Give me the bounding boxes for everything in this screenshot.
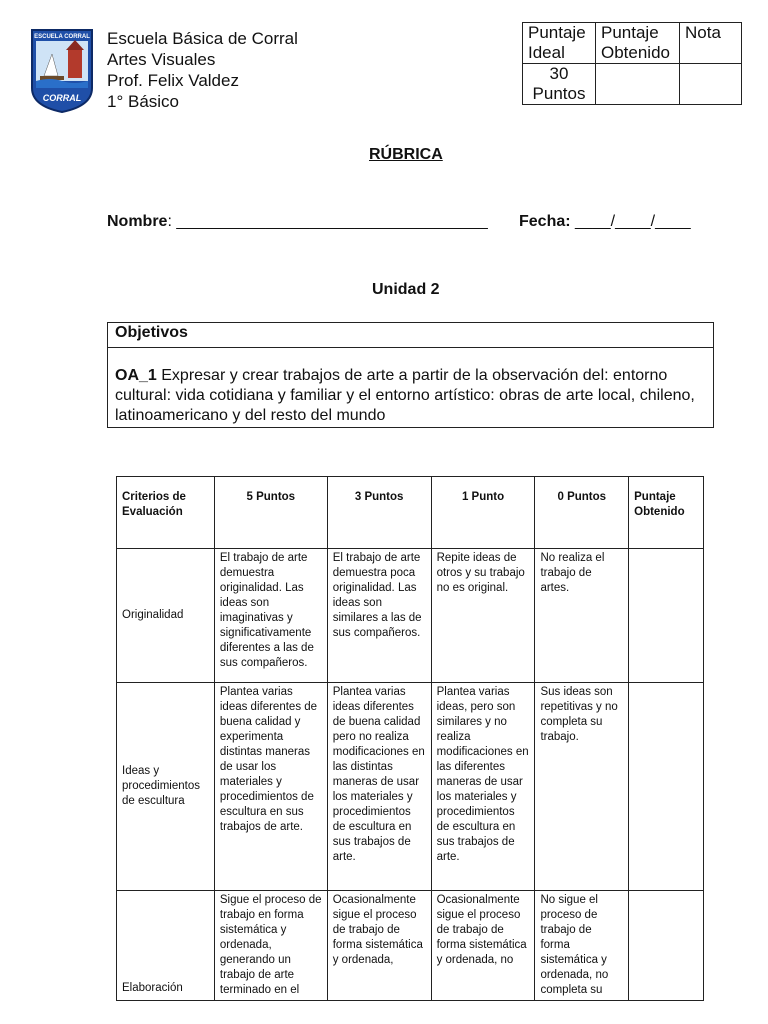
cell-score[interactable]	[629, 683, 704, 891]
criterion-originality: Originalidad	[117, 549, 215, 683]
cell-5-points: Sigue el proceso de trabajo en forma sistemática y ordenada, generando un trabajo de arte terminado en el	[214, 891, 327, 1001]
rubric-header-row	[117, 477, 704, 549]
cell-5-points: Plantea varias ideas diferentes de buena calidad y experimenta distintas maneras de usar los materiales y procedimientos de escultura en sus trabajos de arte.	[214, 683, 327, 891]
grade-level: 1° Básico	[107, 92, 180, 111]
criterion-ideas: Ideas y procedimientos de escultura	[117, 683, 215, 891]
logo-top-text: ESCUELA CORRAL	[34, 34, 90, 40]
header-score: Puntaje Obtenido	[629, 477, 704, 549]
header-5-points: 5 Puntos	[214, 477, 327, 549]
school-logo	[30, 28, 94, 114]
objectives-heading: Objetivos	[108, 323, 713, 348]
date-line[interactable]: ____/____/____	[570, 213, 691, 230]
cell-1-point: Ocasionalmente sigue el proceso de trabajo de forma sistemática y ordenada, no	[431, 891, 535, 1001]
header-1-point: 1 Punto	[431, 477, 535, 549]
school-name: Escuela Básica de Corral	[107, 29, 298, 48]
cell-1-point: Repite ideas de otros y su trabajo no es original.	[431, 549, 535, 683]
ideal-score-value: 30 Puntos	[523, 64, 596, 105]
name-label: Nombre	[107, 213, 168, 230]
date-label: Fecha:	[519, 213, 571, 230]
table-row	[117, 683, 704, 891]
subject-name: Artes Visuales	[107, 50, 216, 69]
cell-5-points: El trabajo de arte demuestra originalidad. Las ideas son imaginativas y significativamente diferentes a las de sus compañeros.	[214, 549, 327, 683]
header-3-points: 3 Puntos	[327, 477, 431, 549]
rubric-table	[116, 476, 704, 1001]
name-field[interactable]	[107, 213, 488, 231]
grade-value[interactable]	[680, 64, 742, 105]
objective-code: OA_1	[115, 367, 157, 384]
teacher-name: Prof. Felix Valdez	[107, 71, 239, 90]
cell-3-points: Ocasionalmente sigue el proceso de trabajo de forma sistemática y ordenada,	[327, 891, 431, 1001]
school-info	[107, 28, 298, 112]
date-field[interactable]	[519, 213, 691, 231]
cell-0-points: No sigue el proceso de trabajo de forma sistemática y ordenada, no completa su	[535, 891, 629, 1001]
cell-0-points: No realiza el trabajo de artes.	[535, 549, 629, 683]
unit-title: Unidad 2	[372, 281, 440, 298]
logo-bottom-text: CORRAL	[42, 93, 82, 103]
cell-score[interactable]	[629, 891, 704, 1001]
cell-1-point: Plantea varias ideas, pero son similares y no realiza modificaciones en las diferentes maneras de usar los materiales y procedimientos de escultura en sus trabajos de arte.	[431, 683, 535, 891]
table-row	[117, 891, 704, 1001]
cell-score[interactable]	[629, 549, 704, 683]
obtained-score-value[interactable]	[596, 64, 680, 105]
name-line[interactable]: : ___________________________________	[167, 213, 488, 230]
page-title: RÚBRICA	[369, 146, 443, 163]
objective-text	[108, 348, 713, 427]
cell-3-points: El trabajo de arte demuestra poca originalidad. Las ideas son similares a las de sus compañeros.	[327, 549, 431, 683]
score-table	[522, 22, 742, 105]
header-criteria: Criterios de Evaluación	[117, 477, 215, 549]
objectives-box	[107, 322, 714, 428]
cell-0-points: Sus ideas son repetitivas y no completa su trabajo.	[535, 683, 629, 891]
grade-label: Nota	[680, 23, 742, 64]
header-0-points: 0 Puntos	[535, 477, 629, 549]
ideal-score-label: Puntaje Ideal	[523, 23, 596, 64]
cell-3-points: Plantea varias ideas diferentes de buena calidad pero no realiza modificaciones en las distintas maneras de usar los materiales y procedimientos de escultura en sus trabajos de arte.	[327, 683, 431, 891]
objective-description: Expresar y crear trabajos de arte a partir de la observación del: entorno cultural: vida cotidiana y familiar y el entorno artístico: obras de arte local, chileno, latinoamericano y del resto del mundo	[115, 367, 695, 424]
criterion-elaboration: Elaboración	[117, 891, 215, 1001]
obtained-score-label: Puntaje Obtenido	[596, 23, 680, 64]
table-row	[117, 549, 704, 683]
